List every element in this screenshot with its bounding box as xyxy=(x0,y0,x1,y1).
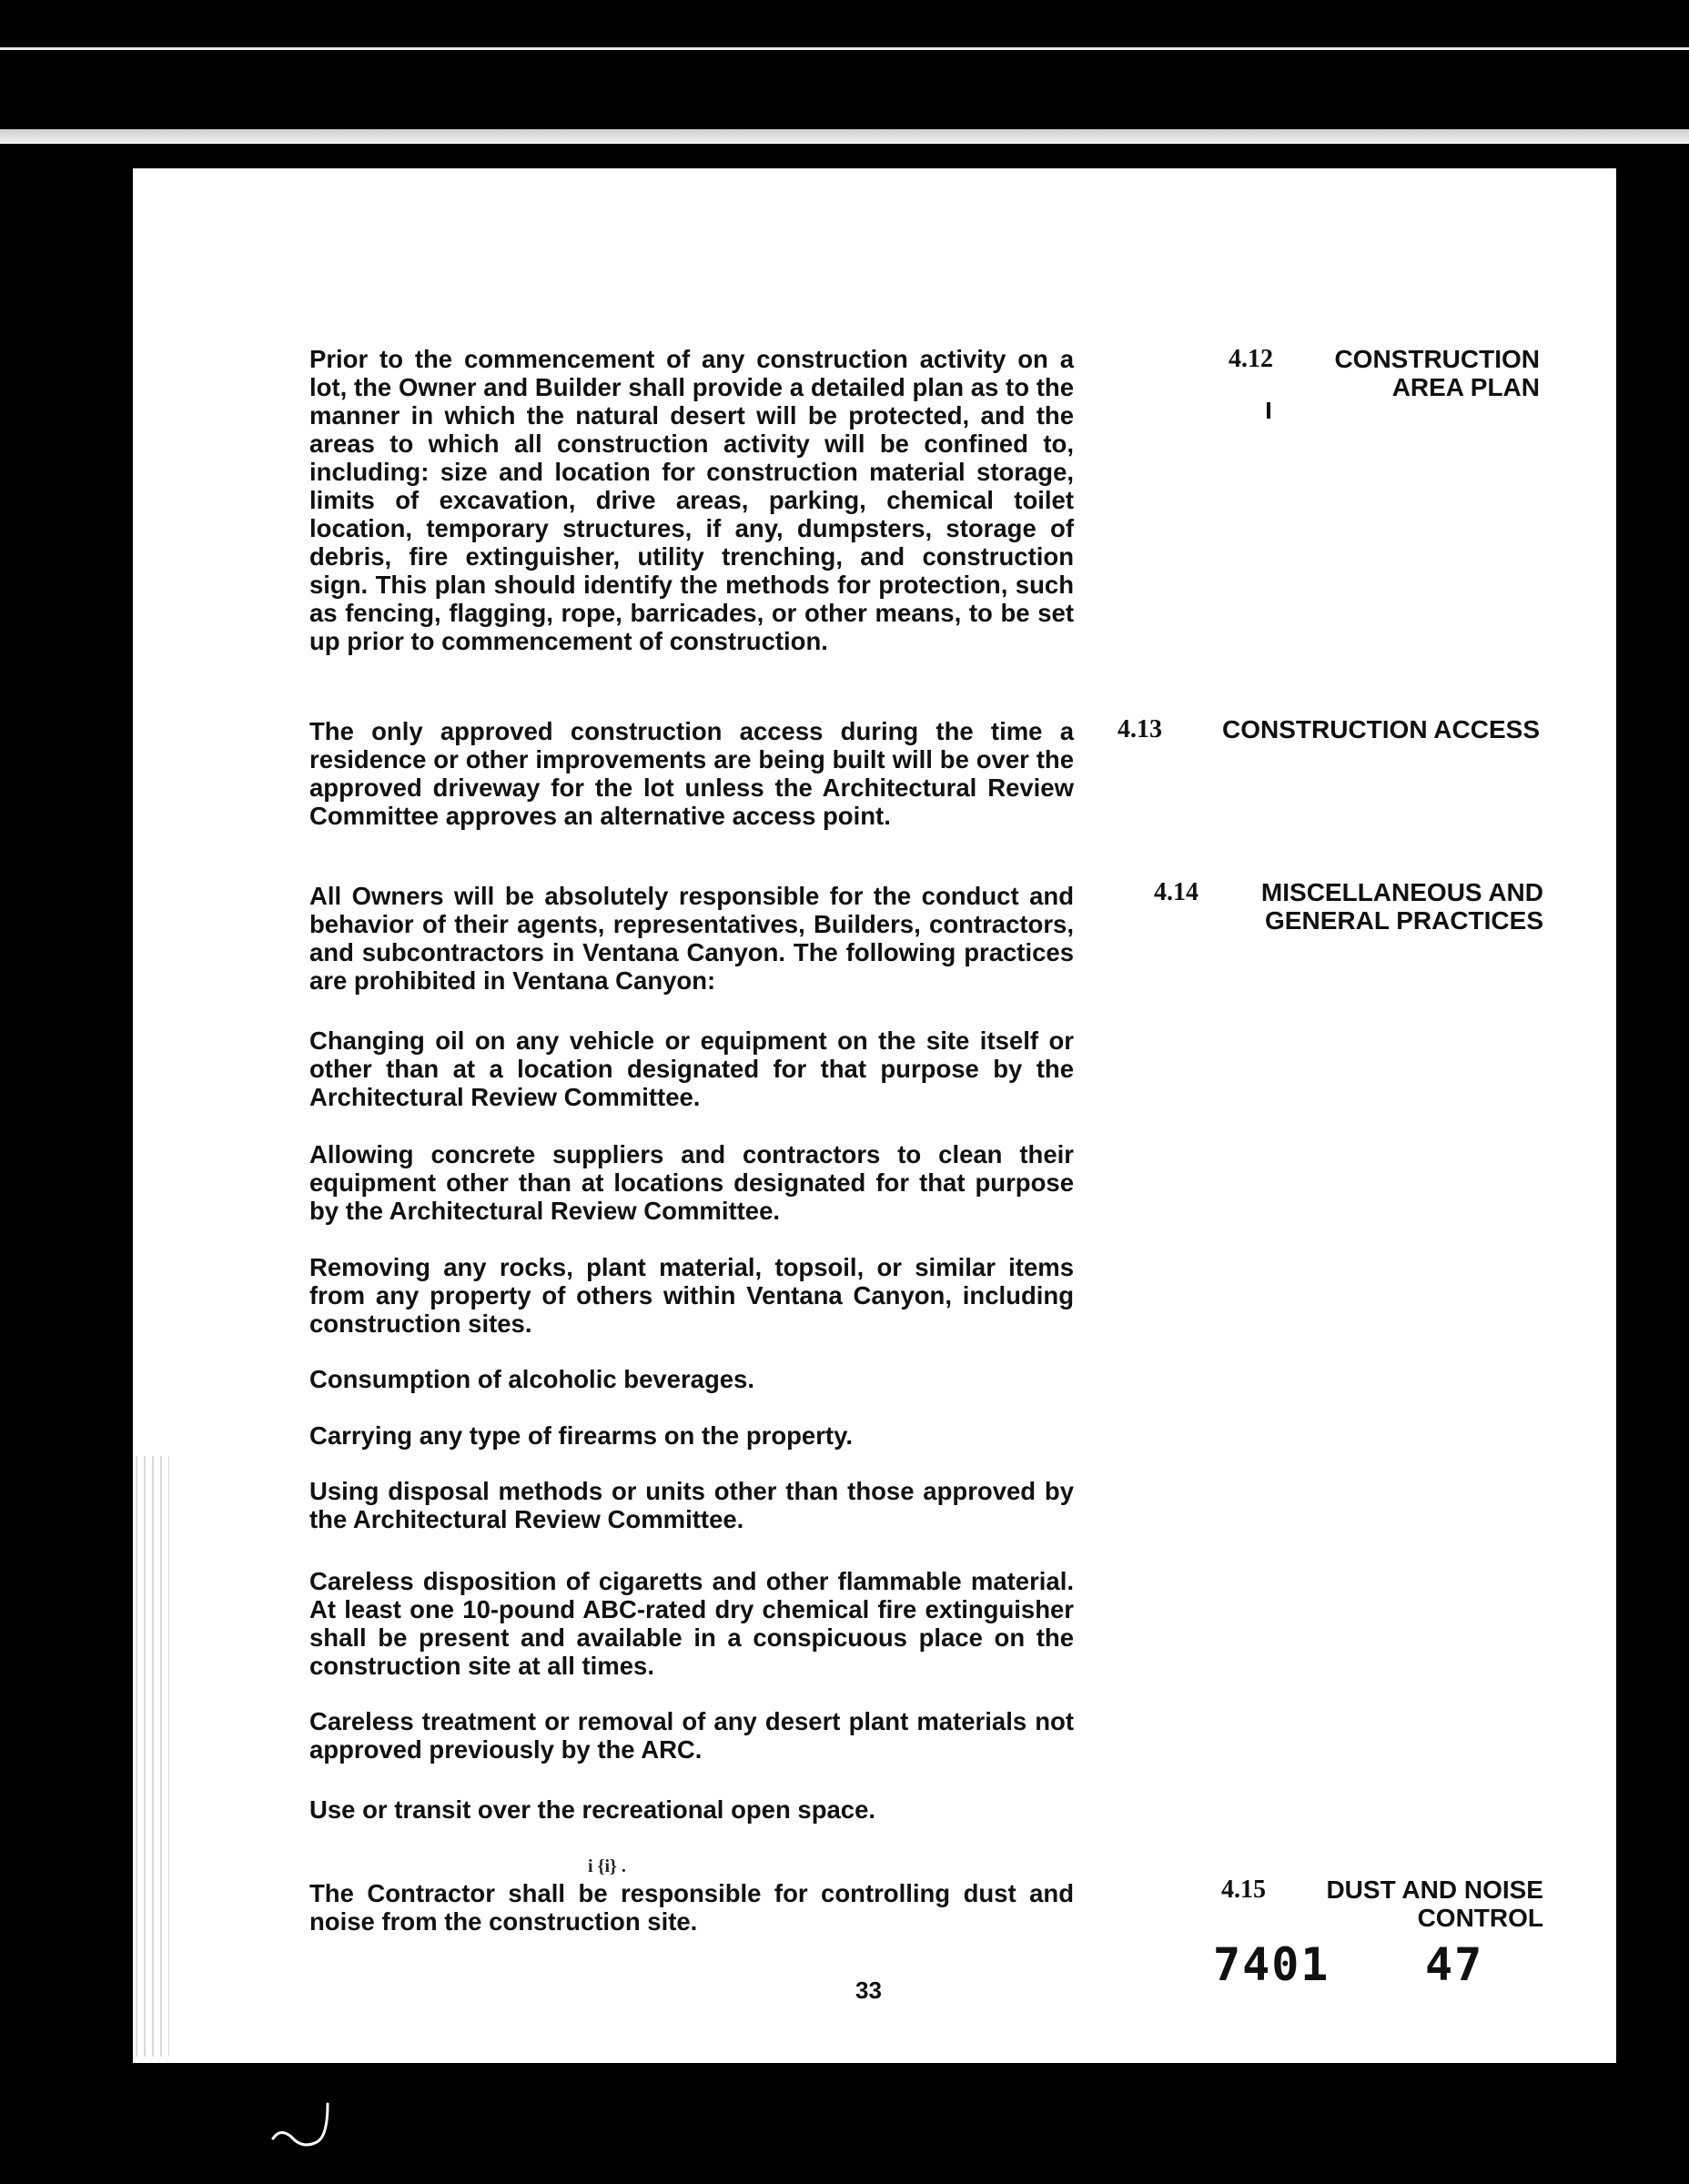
section-title-line1: MISCELLANEOUS AND xyxy=(1260,878,1543,906)
section-title-line1: DUST AND NOISE xyxy=(1326,1876,1543,1904)
practice-item: Use or transit over the recreational open space. xyxy=(309,1795,876,1824)
scan-edge-band xyxy=(0,129,1689,144)
section-number: 4.15 xyxy=(1221,1876,1266,1904)
section-number: 4.14 xyxy=(1154,878,1198,906)
paragraph-construction-area-plan: Prior to the commencement of any construction activity on a lot, the Owner and Builder shall provide a detailed plan as to the manner in which the natural desert will be protected, and the areas to which all construction activity will be confined to, including: size and location for construction material storage, limits of excavation, drive areas, parking, chemical toilet location, temporary structures, if any, dumpsters, storage of debris, fire extinguisher, utility trenching, and construction sign. This plan should identify the methods for protection, such as fencing, flagging, rope, barricades, or other means, to be set up prior to commencement of construction. xyxy=(309,345,1074,655)
paragraph-construction-access: The only approved construction access during the time a residence or other improvements are being built will be over the approved driveway for the lot unless the Architectural Review Committee approves an alternative access point. xyxy=(309,717,1074,830)
pen-scribble xyxy=(271,2084,344,2157)
section-heading-4-15 xyxy=(1221,1876,1543,1932)
practice-item: Careless treatment or removal of any desert plant materials not approved previously by the ARC. xyxy=(309,1707,1074,1764)
section-number: 4.12 xyxy=(1229,345,1273,373)
section-heading-4-13 xyxy=(1118,715,1540,743)
document-stamp-code: 7401 xyxy=(1213,1938,1330,1991)
margin-mark xyxy=(1267,402,1270,419)
section-title-line2: AREA PLAN xyxy=(1391,373,1540,401)
practice-item: Careless disposition of cigaretts and other flammable material. At least one 10-pound ABC-rated dry chemical fire extinguisher shall be present and available in a conspicuous place on the construction site at all times. xyxy=(309,1567,1074,1680)
practice-item: Using disposal methods or units other than those approved by the Architectural Review Committee. xyxy=(309,1477,1074,1533)
practice-item: Allowing concrete suppliers and contractors to clean their equipment other than at locations designated for that purpose by the Architectural Review Committee. xyxy=(309,1140,1074,1225)
practice-item: Changing oil on any vehicle or equipment on the site itself or other than at a location designated for that purpose by the Architectural Review Committee. xyxy=(309,1026,1074,1111)
section-title-line2: GENERAL PRACTICES xyxy=(1265,906,1543,935)
paragraph-misc-general-practices: All Owners will be absolutely responsible for the conduct and behavior of their agents, representatives, Builders, contractors, and subcontractors in Ventana Canyon. The following practices are prohibited in Ventana Canyon: xyxy=(309,882,1074,995)
section-title-line1: CONSTRUCTION ACCESS xyxy=(1222,715,1540,743)
practice-item: Removing any rocks, plant material, topsoil, or similar items from any property of others within Ventana Canyon, including construction sites. xyxy=(309,1253,1074,1338)
section-title-line2: CONTROL xyxy=(1417,1904,1543,1932)
scan-edge-line xyxy=(0,47,1689,50)
document-stamp-number: 47 xyxy=(1425,1938,1484,1991)
section-heading-4-14 xyxy=(1154,878,1543,935)
practice-item: Consumption of alcoholic beverages. xyxy=(309,1365,754,1393)
section-number: 4.13 xyxy=(1118,715,1162,743)
paragraph-dust-noise-control: The Contractor shall be responsible for controlling dust and noise from the construction site. xyxy=(309,1879,1074,1936)
handwritten-mark: i {i} . xyxy=(588,1856,626,1876)
page-number: 33 xyxy=(855,1977,882,2004)
scan-speckle xyxy=(133,1456,169,2057)
section-heading-4-12 xyxy=(1229,345,1540,401)
practice-item: Carrying any type of firearms on the property. xyxy=(309,1421,853,1450)
section-title-line1: CONSTRUCTION xyxy=(1334,345,1540,373)
